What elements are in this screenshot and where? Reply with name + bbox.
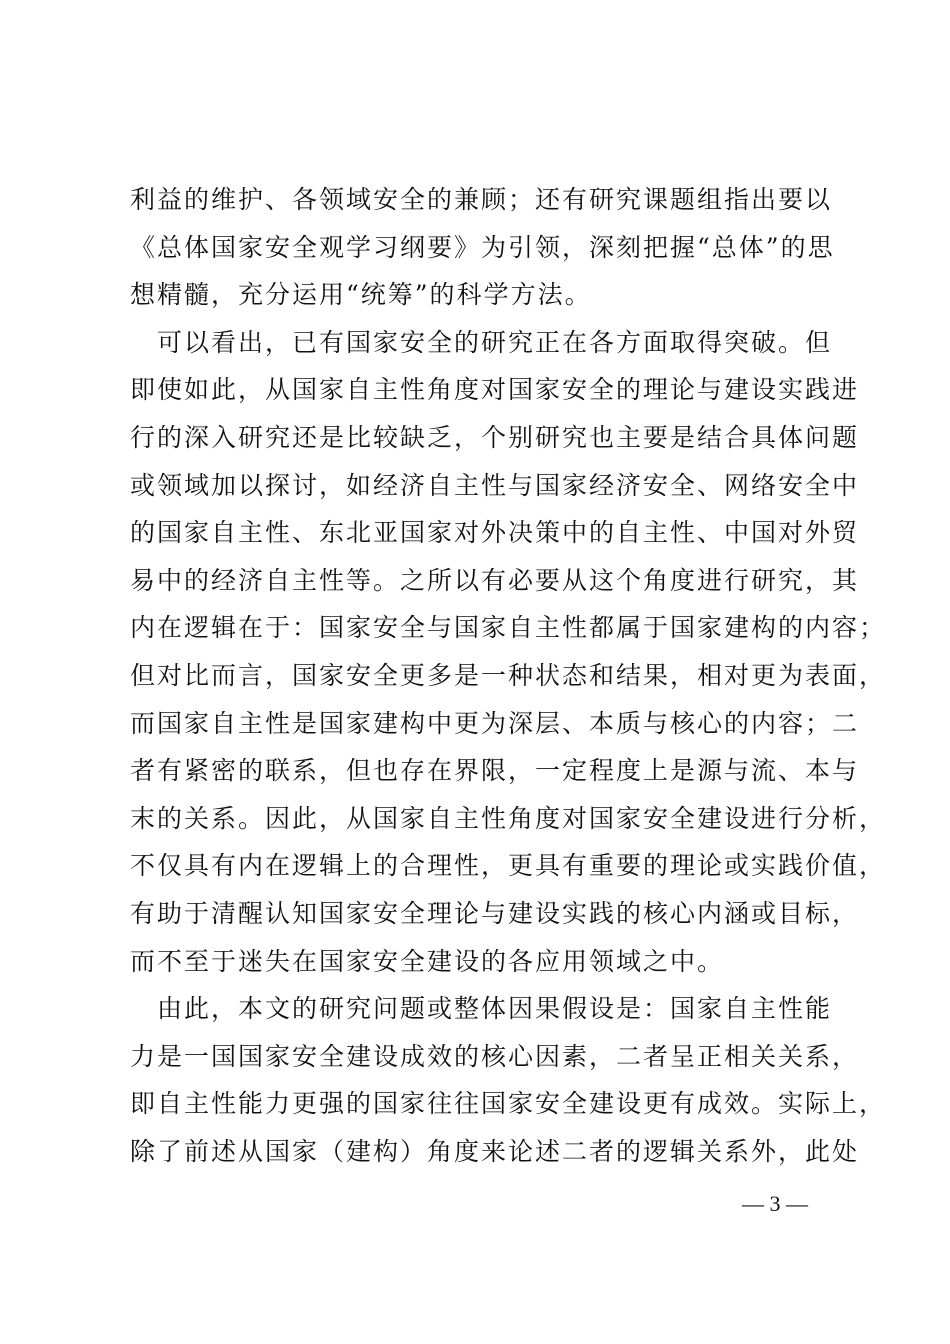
text-line: 力是一国国家安全建设成效的核心因素，二者呈正相关关系， [130, 1041, 860, 1071]
text-line: 但对比而言，国家安全更多是一种状态和结果，相对更为表面， [130, 660, 887, 690]
text-line: 或领域加以探讨，如经济自主性与国家经济安全、网络安全中 [130, 470, 860, 500]
paragraph-start-line: 可以看出，已有国家安全的研究正在各方面取得突破。但 [130, 327, 833, 357]
text-line: 行的深入研究还是比较缺乏，个别研究也主要是结合具体问题 [130, 422, 860, 452]
text-line: 而国家自主性是国家建构中更为深层、本质与核心的内容；二 [130, 708, 860, 738]
page-number: — 3 — [742, 1191, 808, 1216]
text-line: 利益的维护、各领域安全的兼顾；还有研究课题组指出要以 [130, 185, 833, 214]
paragraph-start-line: 由此，本文的研究问题或整体因果假设是：国家自主性能 [130, 994, 833, 1024]
text-line: 的国家自主性、东北亚国家对外决策中的自主性、中国对外贸 [130, 518, 860, 548]
text-line: 内在逻辑在于：国家安全与国家自主性都属于国家建构的内容； [130, 613, 887, 643]
text-line: 不仅具有内在逻辑上的合理性，更具有重要的理论或实践价值， [130, 851, 887, 881]
text-line: 即自主性能力更强的国家往往国家安全建设更有成效。实际上， [130, 1089, 887, 1119]
text-line: 即使如此，从国家自主性角度对国家安全的理论与建设实践进 [130, 375, 860, 405]
text-line: 想精髓，充分运用“统筹”的科学方法。 [130, 280, 592, 310]
text-line: 而不至于迷失在国家安全建设的各应用领域之中。 [130, 946, 725, 976]
text-line: 者有紧密的联系，但也存在界限，一定程度上是源与流、本与 [130, 756, 860, 786]
text-line: 易中的经济自主性等。之所以有必要从这个角度进行研究，其 [130, 565, 860, 595]
text-line: 有助于清醒认知国家安全理论与建设实践的核心内涵或目标， [130, 898, 860, 928]
text-line: 末的关系。因此，从国家自主性角度对国家安全建设进行分析， [130, 803, 887, 833]
body-text [130, 176, 887, 1175]
text-line: 《总体国家安全观学习纲要》为引领，深刻把握“总体”的思 [130, 232, 835, 262]
text-line: 除了前述从国家（建构）角度来论述二者的逻辑关系外，此处 [130, 1136, 860, 1166]
